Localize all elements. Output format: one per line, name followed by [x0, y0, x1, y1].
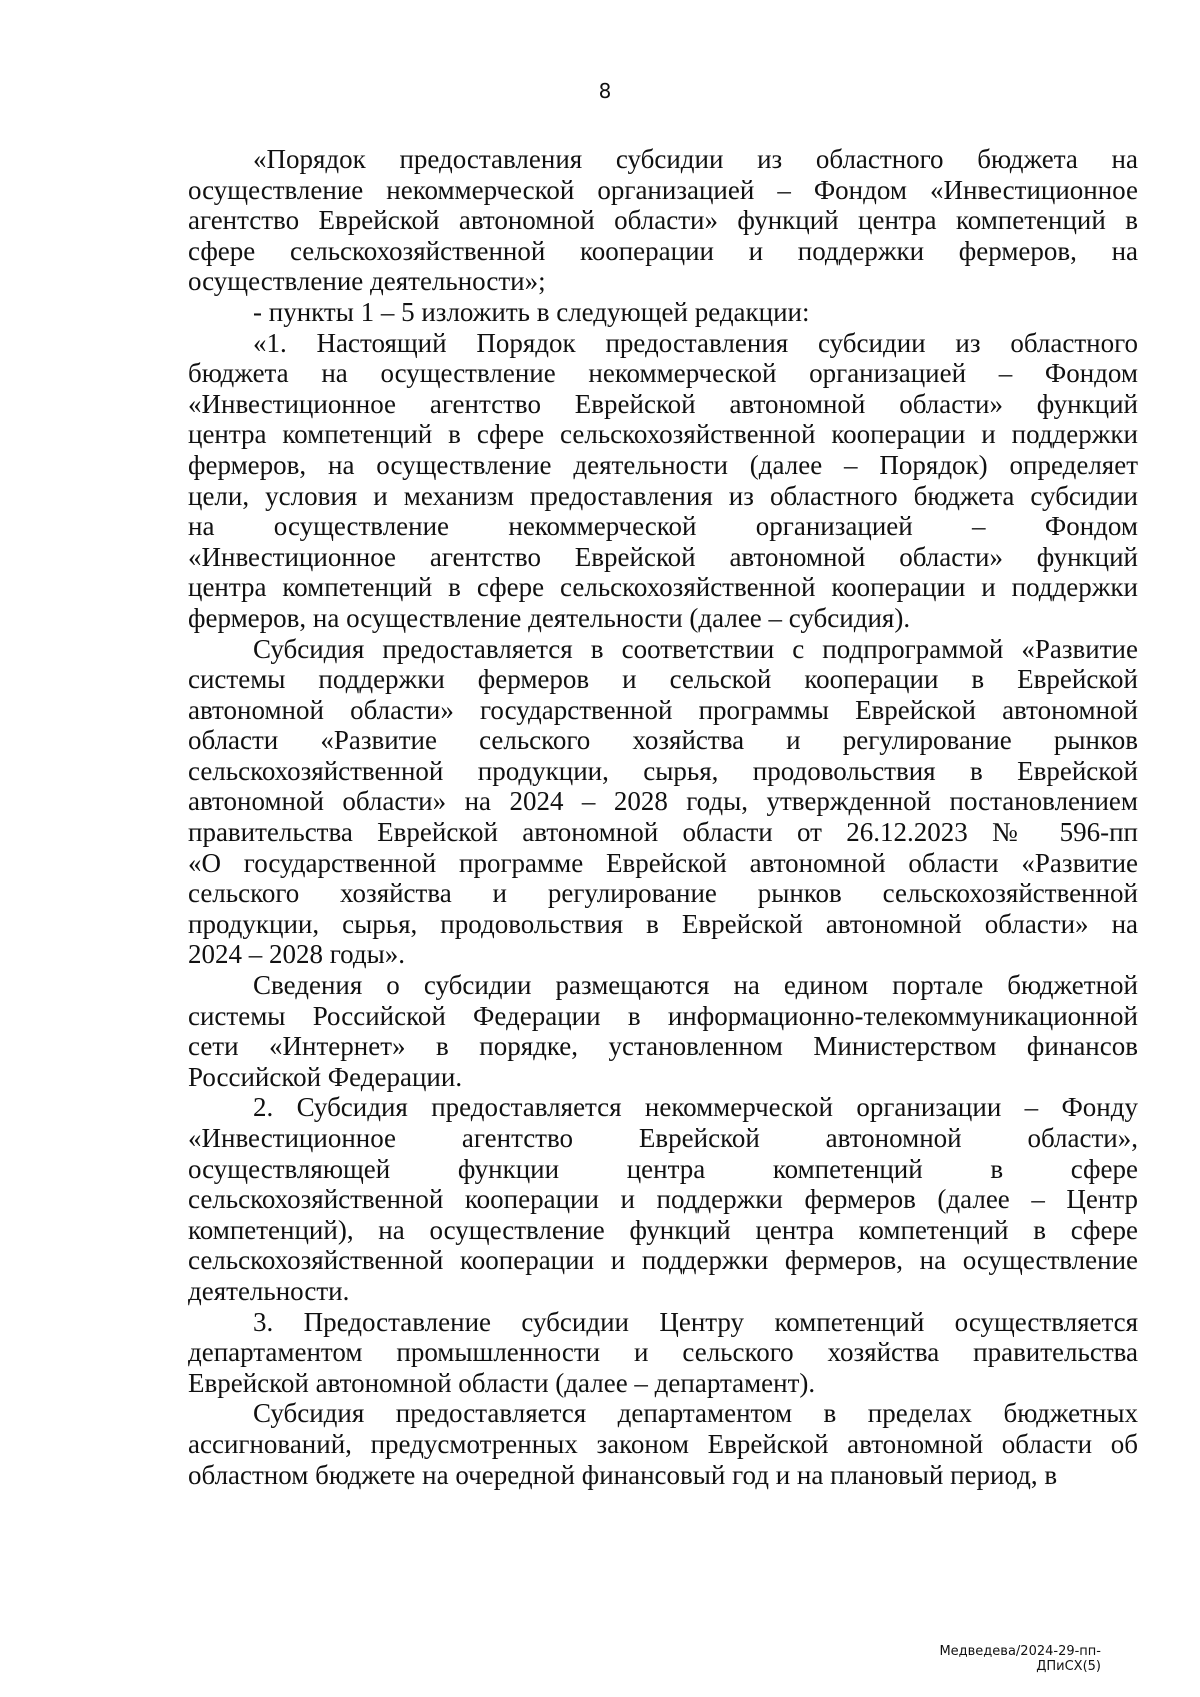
paragraph-3-line-3: «Инвестиционное агентство Еврейской автономной области» функций — [188, 388, 1138, 419]
paragraph-6-line-2: «Инвестиционное агентство Еврейской автономной области», — [188, 1123, 1138, 1153]
paragraph-1-line-5: осуществление деятельности»; — [188, 266, 546, 297]
paragraph-3-line-6: цели, условия и механизм предоставления из областного бюджета субсидии — [188, 480, 1138, 511]
paragraph-6-line-6: сельскохозяйственной кооперации и поддержки фермеров, на осуществление — [188, 1245, 1138, 1276]
paragraph-4-line-5: сельскохозяйственной продукции, сырья, продовольствия в Еврейской — [188, 755, 1138, 786]
paragraph-4-line-6: автономной области» на 2024 – 2028 годы, утвержденной постановлением — [188, 786, 1138, 817]
paragraph-4-line-7: правительства Еврейской автономной области от 26.12.2023 № 596-пп — [188, 817, 1138, 848]
paragraph-5-line-4: Российской Федерации. — [188, 1061, 463, 1092]
paragraph-8-line-3: областном бюджете на очередной финансовый год и на плановый период, в — [188, 1459, 1058, 1490]
paragraph-3-line-5: фермеров, на осуществление деятельности (далее – Порядок) определяет — [188, 449, 1138, 480]
paragraph-1-line-2: осуществление некоммерческой организацией – Фондом «Инвестиционное — [188, 174, 1138, 205]
paragraph-8-line-2: ассигнований, предусмотренных законом Еврейской автономной области об — [188, 1428, 1138, 1459]
paragraph-3-line-2: бюджета на осуществление некоммерческой организацией – Фондом — [188, 358, 1138, 389]
paragraph-4-line-3: автономной области» государственной программы Еврейской автономной — [188, 694, 1138, 725]
paragraph-1-line-4: сфере сельскохозяйственной кооперации и поддержки фермеров, на — [188, 235, 1138, 266]
paragraph-4-line-9: сельского хозяйства и регулирование рынков сельскохозяйственной — [188, 878, 1138, 909]
paragraph-6-line-7: деятельности. — [188, 1275, 350, 1306]
paragraph-5-line-3: сети «Интернет» в порядке, установленном Министерством финансов — [188, 1031, 1138, 1062]
paragraph-6-line-5: компетенций), на осуществление функций центра компетенций в сфере — [188, 1214, 1138, 1245]
paragraph-3-line-4: центра компетенций в сфере сельскохозяйственной кооперации и поддержки — [188, 419, 1138, 450]
paragraph-3-line-1: «1. Настоящий Порядок предоставления субсидии из областного — [253, 327, 1138, 358]
paragraph-3-line-9: центра компетенций в сфере сельскохозяйственной кооперации и поддержки — [188, 572, 1138, 603]
paragraph-6-line-4: сельскохозяйственной кооперации и поддержки фермеров (далее – Центр — [188, 1184, 1138, 1215]
paragraph-3-line-7: на осуществление некоммерческой организацией – Фондом — [188, 511, 1138, 542]
page-number: 8 — [598, 79, 612, 103]
paragraph-5-line-2: системы Российской Федерации в информационно-телекоммуникационной — [188, 1000, 1138, 1031]
paragraph-1-line-1: «Порядок предоставления субсидии из областного бюджета на — [253, 144, 1138, 174]
paragraph-4-line-2: системы поддержки фермеров и сельской кооперации в Еврейской — [188, 664, 1138, 695]
paragraph-3-line-8: «Инвестиционное агентство Еврейской автономной области» функций — [188, 541, 1138, 572]
paragraph-4-line-11: 2024 – 2028 годы». — [188, 939, 406, 970]
paragraph-3-line-10: фермеров, на осуществление деятельности (далее – субсидия). — [188, 602, 911, 633]
paragraph-7-line-2: департаментом промышленности и сельского хозяйства правительства — [188, 1337, 1138, 1368]
paragraph-2-line-1: - пункты 1 – 5 изложить в следующей редакции: — [253, 296, 810, 327]
paragraph-7-line-1: 3. Предоставление субсидии Центру компетенций осуществляется — [253, 1306, 1138, 1337]
paragraph-6-line-1: 2. Субсидия предоставляется некоммерческой организации – Фонду — [253, 1092, 1138, 1123]
paragraph-6-line-3: осуществляющей функции центра компетенций в сфере — [188, 1153, 1138, 1184]
footer-file-reference: Медведева/2024-29-пп-ДПиСХ(5) — [939, 1644, 1101, 1674]
document-body — [188, 144, 1138, 1490]
paragraph-8-line-1: Субсидия предоставляется департаментом в пределах бюджетных — [253, 1398, 1138, 1429]
paragraph-4-line-4: области «Развитие сельского хозяйства и регулирование рынков — [188, 725, 1138, 756]
paragraph-4-line-10: продукции, сырья, продовольствия в Еврейской автономной области» на — [188, 908, 1138, 939]
paragraph-4-line-1: Субсидия предоставляется в соответствии с подпрограммой «Развитие — [253, 633, 1138, 664]
paragraph-5-line-1: Сведения о субсидии размещаются на едином портале бюджетной — [253, 970, 1138, 1001]
paragraph-4-line-8: «О государственной программе Еврейской автономной области «Развитие — [188, 847, 1138, 878]
paragraph-7-line-3: Еврейской автономной области (далее – департамент). — [188, 1367, 816, 1398]
paragraph-1-line-3: агентство Еврейской автономной области» функций центра компетенций в — [188, 205, 1138, 236]
